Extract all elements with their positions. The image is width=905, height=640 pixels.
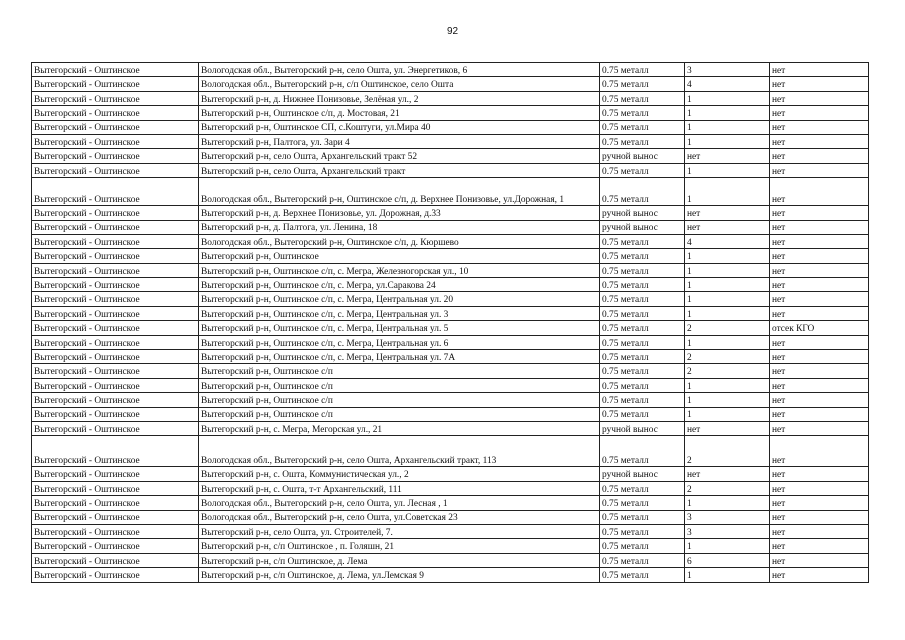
note-cell: нет (770, 421, 869, 435)
district-cell: Вытегорский - Оштинское (32, 378, 199, 392)
note-cell: нет (770, 393, 869, 407)
volume-cell: 0.75 металл (600, 91, 685, 105)
count-cell: 1 (685, 178, 770, 206)
count-cell: 1 (685, 407, 770, 421)
table-row (32, 393, 869, 407)
table-row (32, 77, 869, 91)
volume-cell: ручной вынос (600, 206, 685, 220)
table-row (32, 292, 869, 306)
note-cell: нет (770, 292, 869, 306)
volume-cell: 0.75 металл (600, 524, 685, 538)
table-row (32, 91, 869, 105)
district-cell: Вытегорский - Оштинское (32, 163, 199, 177)
district-cell: Вытегорский - Оштинское (32, 539, 199, 553)
note-cell: нет (770, 524, 869, 538)
address-cell: Вытегорский р-н, Оштинское (199, 249, 600, 263)
district-cell: Вытегорский - Оштинское (32, 178, 199, 206)
count-cell: 2 (685, 481, 770, 495)
count-cell: 1 (685, 134, 770, 148)
volume-cell: 0.75 металл (600, 335, 685, 349)
note-cell: нет (770, 335, 869, 349)
volume-cell: 0.75 металл (600, 510, 685, 524)
district-cell: Вытегорский - Оштинское (32, 278, 199, 292)
volume-cell: 0.75 металл (600, 63, 685, 77)
address-cell: Вытегорский р-н, д. Верхнее Понизовье, ул. Дорожная, д.33 (199, 206, 600, 220)
note-cell: нет (770, 63, 869, 77)
district-cell: Вытегорский - Оштинское (32, 249, 199, 263)
volume-cell: 0.75 металл (600, 364, 685, 378)
table-row (32, 421, 869, 435)
count-cell: 4 (685, 77, 770, 91)
table-row (32, 364, 869, 378)
district-cell: Вытегорский - Оштинское (32, 321, 199, 335)
count-cell: нет (685, 149, 770, 163)
count-cell: 2 (685, 436, 770, 467)
address-cell: Вытегорский р-н, с. Мегра, Мегорская ул., 21 (199, 421, 600, 435)
note-cell: нет (770, 539, 869, 553)
table-row (32, 496, 869, 510)
volume-cell: 0.75 металл (600, 292, 685, 306)
table-row (32, 178, 869, 206)
table-row (32, 106, 869, 120)
volume-cell: 0.75 металл (600, 321, 685, 335)
note-cell: нет (770, 364, 869, 378)
address-cell: Вологодская обл., Вытегорский р-н, село Ошта, Архангельский тракт, 113 (199, 436, 600, 467)
district-cell: Вытегорский - Оштинское (32, 306, 199, 320)
count-cell: 1 (685, 496, 770, 510)
note-cell: нет (770, 120, 869, 134)
district-cell: Вытегорский - Оштинское (32, 496, 199, 510)
count-cell: 1 (685, 278, 770, 292)
count-cell: 1 (685, 335, 770, 349)
count-cell: 1 (685, 106, 770, 120)
address-cell: Вытегорский р-н, д. Палтога, ул. Ленина, 18 (199, 220, 600, 234)
address-cell: Вытегорский р-н, д. Нижнее Понизовье, Зелёная ул., 2 (199, 91, 600, 105)
district-cell: Вытегорский - Оштинское (32, 220, 199, 234)
note-cell: нет (770, 278, 869, 292)
table-row (32, 234, 869, 248)
table-row (32, 63, 869, 77)
table-row (32, 350, 869, 364)
volume-cell: 0.75 металл (600, 306, 685, 320)
note-cell: нет (770, 306, 869, 320)
count-cell: 1 (685, 539, 770, 553)
note-cell: нет (770, 234, 869, 248)
district-cell: Вытегорский - Оштинское (32, 393, 199, 407)
note-cell: нет (770, 510, 869, 524)
count-cell: 1 (685, 249, 770, 263)
volume-cell: 0.75 металл (600, 163, 685, 177)
district-cell: Вытегорский - Оштинское (32, 120, 199, 134)
table-row (32, 407, 869, 421)
district-cell: Вытегорский - Оштинское (32, 91, 199, 105)
address-cell: Вытегорский р-н, село Ошта, Архангельский тракт 52 (199, 149, 600, 163)
note-cell: нет (770, 378, 869, 392)
volume-cell: 0.75 металл (600, 436, 685, 467)
volume-cell: 0.75 металл (600, 496, 685, 510)
address-cell: Вытегорский р-н, Оштинское с/п, с. Мегра, Центральная ул. 5 (199, 321, 600, 335)
table-row (32, 467, 869, 481)
address-cell: Вытегорский р-н, с/п Оштинское, д. Лема, ул.Лемская 9 (199, 568, 600, 582)
note-cell: нет (770, 350, 869, 364)
address-cell: Вытегорский р-н, Палтога, ул. Зари 4 (199, 134, 600, 148)
count-cell: 3 (685, 510, 770, 524)
table-row (32, 510, 869, 524)
table-row (32, 539, 869, 553)
district-cell: Вытегорский - Оштинское (32, 553, 199, 567)
district-cell: Вытегорский - Оштинское (32, 77, 199, 91)
note-cell: нет (770, 467, 869, 481)
address-cell: Вытегорский р-н, с/п Оштинское, д. Лема (199, 553, 600, 567)
table-row (32, 335, 869, 349)
district-cell: Вытегорский - Оштинское (32, 481, 199, 495)
count-cell: 1 (685, 393, 770, 407)
volume-cell: 0.75 металл (600, 178, 685, 206)
district-cell: Вытегорский - Оштинское (32, 206, 199, 220)
address-cell: Вологодская обл., Вытегорский р-н, Оштинское с/п, д. Верхнее Понизовье, ул.Дорожная, 1 (199, 178, 600, 206)
address-cell: Вологодская обл., Вытегорский р-н, с/п Оштинское, село Ошта (199, 77, 600, 91)
volume-cell: 0.75 металл (600, 568, 685, 582)
district-cell: Вытегорский - Оштинское (32, 568, 199, 582)
note-cell: нет (770, 568, 869, 582)
address-cell: Вытегорский р-н, Оштинское с/п, с. Мегра, ул.Саракова 24 (199, 278, 600, 292)
volume-cell: 0.75 металл (600, 234, 685, 248)
volume-cell: 0.75 металл (600, 481, 685, 495)
volume-cell: 0.75 металл (600, 263, 685, 277)
address-cell: Вологодская обл., Вытегорский р-н, село Ошта, ул.Советская 23 (199, 510, 600, 524)
district-cell: Вытегорский - Оштинское (32, 63, 199, 77)
table-row (32, 436, 869, 467)
note-cell: нет (770, 496, 869, 510)
address-cell: Вологодская обл., Вытегорский р-н, село Ошта, ул. Лесная , 1 (199, 496, 600, 510)
volume-cell: 0.75 металл (600, 407, 685, 421)
table-row (32, 553, 869, 567)
address-cell: Вытегорский р-н, Оштинское с/п, с. Мегра, Центральная ул. 3 (199, 306, 600, 320)
table-row (32, 206, 869, 220)
count-cell: нет (685, 467, 770, 481)
volume-cell: 0.75 металл (600, 249, 685, 263)
volume-cell: ручной вынос (600, 220, 685, 234)
note-cell: нет (770, 77, 869, 91)
note-cell: нет (770, 249, 869, 263)
count-cell: 1 (685, 163, 770, 177)
volume-cell: 0.75 металл (600, 539, 685, 553)
count-cell: 4 (685, 234, 770, 248)
table-row (32, 163, 869, 177)
address-cell: Вытегорский р-н, Оштинское с/п (199, 407, 600, 421)
count-cell: 3 (685, 63, 770, 77)
district-cell: Вытегорский - Оштинское (32, 436, 199, 467)
count-cell: 2 (685, 321, 770, 335)
note-cell: нет (770, 106, 869, 120)
note-cell: нет (770, 91, 869, 105)
table-row (32, 263, 869, 277)
district-cell: Вытегорский - Оштинское (32, 134, 199, 148)
count-cell: нет (685, 220, 770, 234)
count-cell: 2 (685, 350, 770, 364)
address-cell: Вытегорский р-н, село Ошта, ул. Строителей, 7. (199, 524, 600, 538)
volume-cell: ручной вынос (600, 467, 685, 481)
note-cell: нет (770, 220, 869, 234)
note-cell: нет (770, 436, 869, 467)
count-cell: 1 (685, 263, 770, 277)
volume-cell: 0.75 металл (600, 106, 685, 120)
table-row (32, 220, 869, 234)
address-cell: Вытегорский р-н, Оштинское с/п (199, 393, 600, 407)
district-cell: Вытегорский - Оштинское (32, 510, 199, 524)
volume-cell: ручной вынос (600, 421, 685, 435)
volume-cell: 0.75 металл (600, 120, 685, 134)
note-cell: нет (770, 553, 869, 567)
volume-cell: 0.75 металл (600, 350, 685, 364)
count-cell: 1 (685, 120, 770, 134)
count-cell: 2 (685, 364, 770, 378)
district-cell: Вытегорский - Оштинское (32, 149, 199, 163)
address-cell: Вытегорский р-н, с. Ошта, Коммунистическая ул., 2 (199, 467, 600, 481)
table-row (32, 378, 869, 392)
table-row (32, 249, 869, 263)
table-row (32, 134, 869, 148)
volume-cell: 0.75 металл (600, 77, 685, 91)
address-cell: Вытегорский р-н, Оштинское с/п, с. Мегра, Центральная ул. 7А (199, 350, 600, 364)
count-cell: 3 (685, 524, 770, 538)
table-row (32, 568, 869, 582)
count-cell: 6 (685, 553, 770, 567)
address-cell: Вытегорский р-н, Оштинское с/п, д. Мостовая, 21 (199, 106, 600, 120)
address-cell: Вытегорский р-н, Оштинское с/п (199, 364, 600, 378)
address-cell: Вытегорский р-н, Оштинское с/п, с. Мегра, Центральная ул. 20 (199, 292, 600, 306)
table-row (32, 149, 869, 163)
address-cell: Вытегорский р-н, Оштинское с/п (199, 378, 600, 392)
note-cell: нет (770, 163, 869, 177)
note-cell: нет (770, 206, 869, 220)
count-cell: 1 (685, 378, 770, 392)
note-cell: нет (770, 178, 869, 206)
district-cell: Вытегорский - Оштинское (32, 350, 199, 364)
note-cell: нет (770, 481, 869, 495)
note-cell: нет (770, 407, 869, 421)
count-cell: 1 (685, 91, 770, 105)
district-cell: Вытегорский - Оштинское (32, 524, 199, 538)
district-cell: Вытегорский - Оштинское (32, 421, 199, 435)
table-row (32, 120, 869, 134)
district-cell: Вытегорский - Оштинское (32, 263, 199, 277)
volume-cell: 0.75 металл (600, 378, 685, 392)
note-cell: нет (770, 149, 869, 163)
table-row (32, 481, 869, 495)
count-cell: 1 (685, 292, 770, 306)
district-cell: Вытегорский - Оштинское (32, 467, 199, 481)
district-cell: Вытегорский - Оштинское (32, 292, 199, 306)
table-row (32, 306, 869, 320)
address-cell: Вытегорский р-н, Оштинское СП, с.Коштуги, ул.Мира 40 (199, 120, 600, 134)
table-body (32, 63, 869, 583)
address-cell: Вытегорский р-н, Оштинское с/п, с. Мегра, Железногорская ул., 10 (199, 263, 600, 277)
address-cell: Вытегорский р-н, Оштинское с/п, с. Мегра, Центральная ул. 6 (199, 335, 600, 349)
table-row (32, 524, 869, 538)
count-cell: нет (685, 421, 770, 435)
volume-cell: 0.75 металл (600, 393, 685, 407)
address-cell: Вологодская обл., Вытегорский р-н, село Ошта, ул. Энергетиков, 6 (199, 63, 600, 77)
volume-cell: ручной вынос (600, 149, 685, 163)
district-cell: Вытегорский - Оштинское (32, 407, 199, 421)
district-cell: Вытегорский - Оштинское (32, 364, 199, 378)
volume-cell: 0.75 металл (600, 134, 685, 148)
count-cell: 1 (685, 306, 770, 320)
address-cell: Вытегорский р-н, с/п Оштинское , п. Голяшн, 21 (199, 539, 600, 553)
district-cell: Вытегорский - Оштинское (32, 234, 199, 248)
count-cell: 1 (685, 568, 770, 582)
sites-table (31, 62, 869, 583)
note-cell: нет (770, 134, 869, 148)
district-cell: Вытегорский - Оштинское (32, 106, 199, 120)
table-row (32, 321, 869, 335)
address-cell: Вытегорский р-н, село Ошта, Архангельский тракт (199, 163, 600, 177)
volume-cell: 0.75 металл (600, 553, 685, 567)
address-cell: Вологодская обл., Вытегорский р-н, Оштинское с/п, д. Кюршево (199, 234, 600, 248)
address-cell: Вытегорский р-н, с. Ошта, т-т Архангельский, 111 (199, 481, 600, 495)
note-cell: отсек КГО (770, 321, 869, 335)
volume-cell: 0.75 металл (600, 278, 685, 292)
page-number: 92 (446, 26, 459, 37)
count-cell: нет (685, 206, 770, 220)
note-cell: нет (770, 263, 869, 277)
table-row (32, 278, 869, 292)
district-cell: Вытегорский - Оштинское (32, 335, 199, 349)
